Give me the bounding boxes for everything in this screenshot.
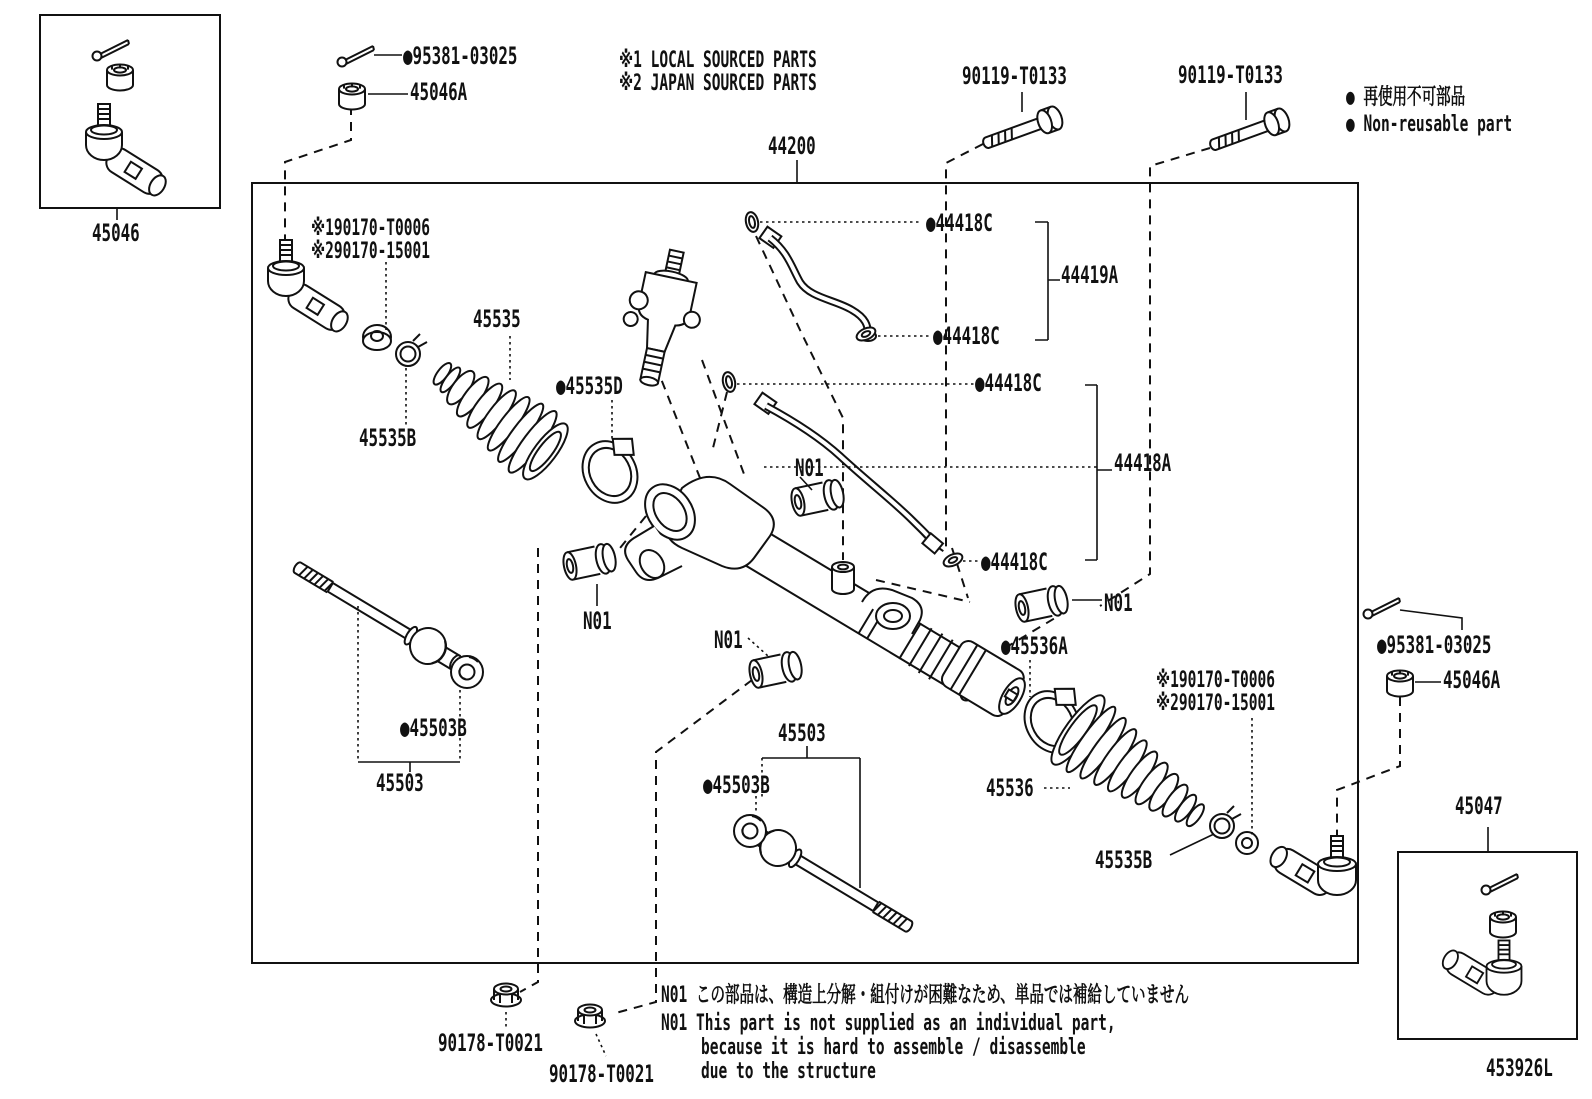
part-label-45503B-bottom: ●45503B — [703, 771, 770, 799]
part-label-45535B-right: 45535B — [1095, 846, 1153, 874]
boot-45535 — [416, 340, 578, 488]
inset-box-45047 — [1398, 852, 1577, 1039]
castle-nut-icon-right — [1387, 670, 1413, 696]
part-label-95381-right: ●95381-03025 — [1377, 631, 1492, 659]
cotter-pin-icon — [338, 46, 375, 67]
part-label-45535: 45535 — [473, 305, 521, 333]
note-n01-jp: N01 この部品は、構造上分解・組付けが困難なため、単品では補給していません — [661, 983, 1190, 1008]
note-japan-sourced: ※2 JAPAN SOURCED PARTS — [619, 71, 817, 96]
part-label-290170-right: ※290170-15001 — [1156, 691, 1276, 716]
part-label-90119-right: 90119-T0133 — [1178, 61, 1283, 89]
tie-rod-end-right — [1266, 836, 1356, 899]
flange-nut-90178-right — [575, 1005, 605, 1028]
part-label-45046A-right: 45046A — [1443, 666, 1501, 694]
part-label-44418C-1: ●44418C — [926, 209, 993, 237]
part-label-45536A: ●45536A — [1001, 632, 1068, 660]
bushing-n01-1 — [789, 478, 846, 518]
part-label-44419A: 44419A — [1061, 261, 1119, 289]
part-label-95381-top: ●95381-03025 — [403, 42, 518, 70]
control-valve — [611, 243, 713, 393]
part-label-45535D: ●45535D — [556, 372, 623, 400]
part-label-n01-4: N01 — [1104, 589, 1133, 617]
seat-44418C-4 — [942, 551, 965, 569]
part-label-n01-2: N01 — [583, 607, 612, 635]
part-label-45046: 45046 — [92, 219, 140, 247]
cotter-pin-icon-right — [1364, 598, 1401, 619]
pressure-tube-44419A — [759, 227, 876, 341]
clamp-45535D — [572, 427, 656, 512]
part-label-90178-left: 90178-T0021 — [438, 1029, 543, 1057]
oring-44418C-1 — [744, 211, 760, 233]
mount-boss — [832, 562, 854, 594]
assembly-dashed-lines — [285, 106, 1400, 1014]
part-label-45046A-top: 45046A — [410, 78, 468, 106]
tie-rod-end-45047-kit — [1439, 874, 1522, 998]
part-label-290170-left: ※290170-15001 — [311, 239, 431, 264]
part-label-45535B-left: 45535B — [359, 424, 417, 452]
part-label-45536: 45536 — [986, 774, 1034, 802]
bushing-n01-4 — [1013, 584, 1070, 624]
part-label-45503B-top: ●45503B — [400, 714, 467, 742]
washer-45503B-top — [451, 656, 483, 688]
part-label-44418A: 44418A — [1114, 449, 1172, 477]
part-label-45047: 45047 — [1455, 792, 1503, 820]
bolt-90119-left — [979, 105, 1065, 156]
tie-rod-end-45046-kit — [86, 40, 170, 200]
part-label-44418C-4: ●44418C — [981, 548, 1048, 576]
leader-lines-dotted — [358, 222, 1252, 1056]
part-label-190170-left: ※190170-T0006 — [311, 216, 431, 241]
part-label-n01-1: N01 — [795, 454, 824, 482]
part-label-44418C-2: ●44418C — [933, 322, 1000, 350]
bolt-90119-right — [1206, 107, 1292, 158]
note-local-sourced: ※1 LOCAL SOURCED PARTS — [619, 48, 817, 73]
part-label-90119-left: 90119-T0133 — [962, 62, 1067, 90]
clip-45535B-left — [396, 334, 427, 366]
part-label-45503-top: 45503 — [376, 769, 424, 797]
castle-nut-icon — [339, 83, 365, 109]
clip-45535B-right — [1210, 806, 1241, 838]
washer-45503B-bottom — [734, 815, 766, 847]
note-n01-en1: N01 This part is not supplied as an individual part, — [661, 1011, 1116, 1036]
diagram-code: 453926L — [1486, 1054, 1553, 1082]
flange-nut-90178-left — [491, 984, 521, 1007]
note-n01-en3: due to the structure — [701, 1059, 876, 1084]
bushing-n01-2 — [561, 542, 618, 582]
part-label-190170-right: ※190170-T0006 — [1156, 668, 1276, 693]
part-label-44200: 44200 — [768, 132, 816, 160]
part-label-45503-bottom: 45503 — [778, 719, 826, 747]
legend-nonreusable-en: ● Non-reusable part — [1346, 112, 1513, 137]
part-label-44418C-3: ●44418C — [975, 369, 1042, 397]
note-n01-en2: because it is hard to assemble / disassemble — [701, 1035, 1086, 1060]
part-label-90178-right: 90178-T0021 — [549, 1060, 654, 1088]
inner-tie-rod-45503-top — [286, 551, 468, 680]
pressure-tube-44418A — [754, 393, 943, 554]
bushing-n01-3 — [747, 650, 804, 690]
part-label-n01-3: N01 — [714, 626, 743, 654]
lock-ring-right — [1236, 832, 1258, 854]
legend-nonreusable-jp: ● 再使用不可部品 — [1346, 85, 1466, 110]
oring-44418C-3 — [721, 371, 737, 393]
